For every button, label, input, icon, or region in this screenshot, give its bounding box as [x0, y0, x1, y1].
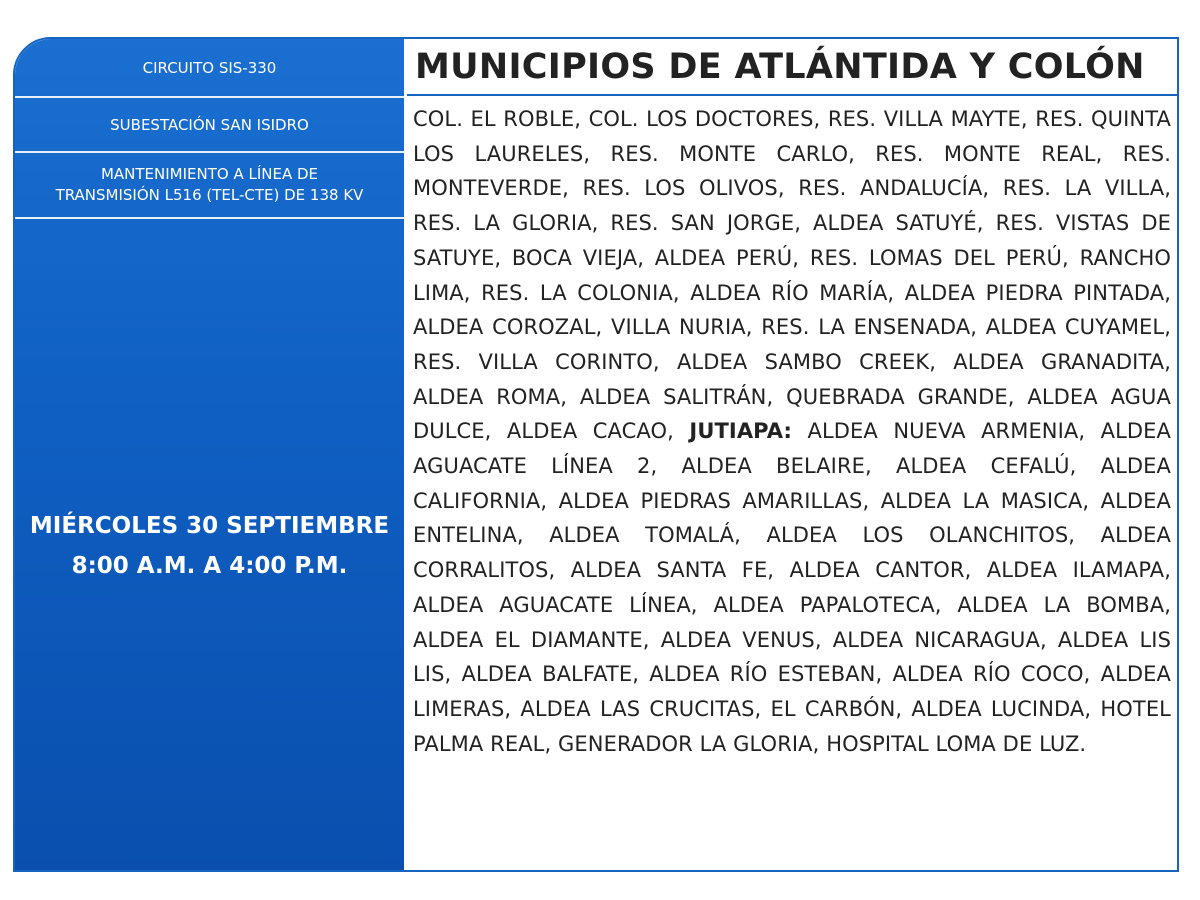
maintenance-description [15, 153, 404, 217]
circuit-label: CIRCUITO SIS-330 [142, 58, 277, 77]
maintenance-line-1: MANTENIMIENTO A LÍNEA DE [100, 165, 319, 183]
schedule-time: 8:00 A.M. A 4:00 P.M. [71, 552, 348, 579]
substation-label: SUBESTACIÓN SAN ISIDRO [110, 115, 309, 134]
areas-part-2: ALDEA NUEVA ARMENIA, ALDEA AGUACATE LÍNEA 2, ALDEA BELAIRE, ALDEA CEFALÚ, ALDEA CALIFORNIA, ALDEA PIEDRAS AMARILLAS, ALDEA LA MASICA, ALDEA ENTELINA, ALDEA TOMALÁ, ALDEA LOS OLANCHITOS, ALDEA CORRALITOS, ALDEA SANTA FE, ALDEA CANTOR, ALDEA ILAMAPA, ALDEA AGUACATE LÍNEA, ALDEA PAPALOTECA, ALDEA LA BOMBA, ALDEA EL DIAMANTE, ALDEA VENUS, ALDEA NICARAGUA, ALDEA LIS LIS, ALDEA BALFATE, ALDEA RÍO ESTEBAN, ALDEA RÍO COCO, ALDEA LIMERAS, ALDEA LAS CRUCITAS, EL CARBÓN, ALDEA LUCINDA, HOTEL PALMA REAL, GENERADOR LA GLORIA, HOSPITAL LOMA DE LUZ. [413, 419, 1172, 756]
info-panel [15, 39, 404, 870]
schedule-block [15, 219, 404, 872]
affected-areas-text [413, 102, 1171, 761]
page-title: MUNICIPIOS DE ATLÁNTIDA Y COLÓN [407, 39, 1177, 96]
municipalities-panel [407, 39, 1177, 870]
schedule-date: MIÉRCOLES 30 SEPTIEMBRE [29, 512, 390, 539]
maintenance-line-2: TRANSMISIÓN L516 (TEL-CTE) DE 138 KV [55, 186, 364, 204]
jutiapa-label: JUTIAPA: [689, 419, 792, 444]
areas-part-1: COL. EL ROBLE, COL. LOS DOCTORES, RES. VILLA MAYTE, RES. QUINTA LOS LAURELES, RES. MONTE CARLO, RES. MONTE REAL, RES. MONTEVERDE, RES. LOS OLIVOS, RES. ANDALUCÍA, RES. LA VILLA, RES. LA GLORIA, RES. SAN JORGE, ALDEA SATUYÉ, RES. VISTAS DE SATUYE, BOCA VIEJA, ALDEA PERÚ, RES. LOMAS DEL PERÚ, RANCHO LIMA, RES. LA COLONIA, ALDEA RÍO MARÍA, ALDEA PIEDRA PINTADA, ALDEA COROZAL, VILLA NURIA, RES. LA ENSENADA, ALDEA CUYAMEL, RES. VILLA CORINTO, ALDEA SAMBO CREEK, ALDEA GRANADITA, ALDEA ROMA, ALDEA SALITRÁN, QUEBRADA GRANDE, ALDEA AGUA DULCE, ALDEA CACAO, [413, 107, 1171, 444]
outage-notice-card [13, 37, 1179, 872]
